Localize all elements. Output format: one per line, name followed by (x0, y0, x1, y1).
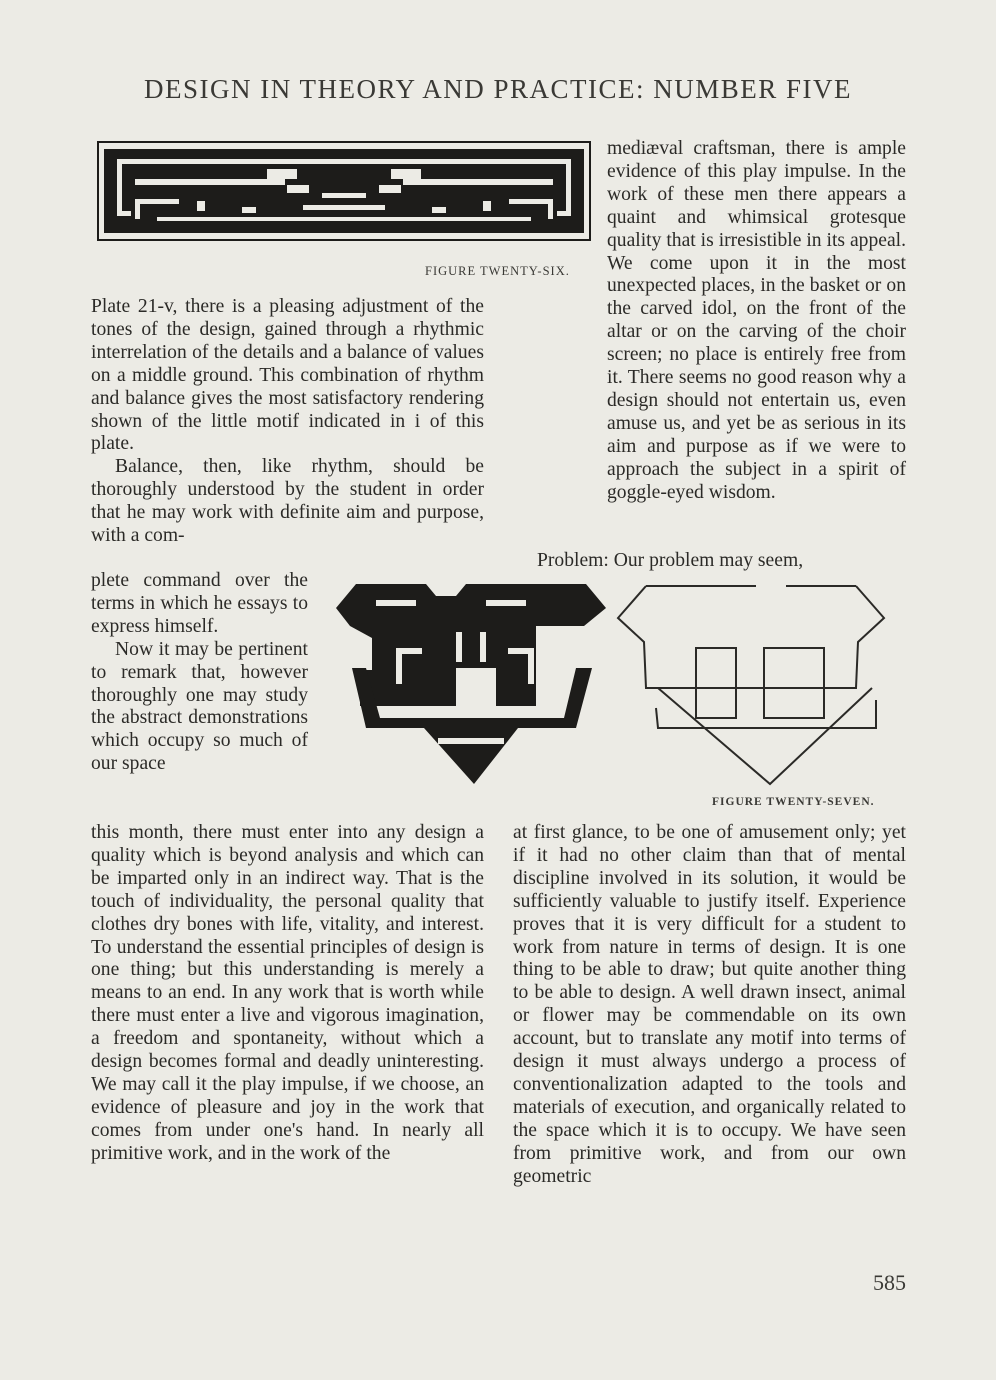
left-wrap-text (91, 570, 308, 776)
left-paragraph-3a: Now it may be pertinent to remark that, however thoroughly one may study the abstract demonstrations which occupy so much of our space (91, 638, 308, 775)
left-paragraph-2a: Balance, then, like rhythm, should be thoroughly understood by the student in order that he may work with definite aim and purpose, with a com- (91, 456, 484, 547)
figure-twenty-seven-caption: FIGURE TWENTY-SEVEN. (712, 796, 875, 808)
right-top-text: mediæval craftsman, there is ample evidence of this play impulse. In the work of these men there appears a quaint and whimsical grotesque quality that is irresistible in its appeal. We come upon it in the most unexpected places, in the basket or on the carved idol, on the front of the altar or on the carving of the choir screen; no place is entirely free from it. There seems no good reason why a design should not entertain us, even amuse us, and yet be as serious in its aim and purpose as if we were to approach the subject in a spirit of goggle-eyed wisdom. (607, 138, 906, 503)
page-number: 585 (873, 1270, 906, 1295)
left-paragraph-3b: this month, there must enter into any design a quality which is beyond analysis and which can be imparted only in an indirect way. That is the touch of individuality, the personal quality that clothes dry bones with life, vitality, and interest. To understand the essential principles of design is one thing; but this understanding is merely a means to an end. In any work that is worth while there must enter a live and vigorous imagination, a freedom and spontaneity, without which a design becomes formal and deadly uninteresting. We may call it the play impulse, if we choose, an evidence of pleasure and joy in the work that comes from under one's hand. In nearly all primitive work, and in the work of the (91, 822, 484, 1164)
figure-twenty-six-caption: FIGURE TWENTY-SIX. (425, 264, 570, 278)
left-column-lower (91, 822, 484, 1166)
right-column-top (513, 138, 906, 505)
right-column-lower (513, 822, 906, 1189)
left-column-upper (91, 296, 484, 548)
right-lower-text: at first glance, to be one of amusement only; yet if it had no other claim than that of mental discipline involved in its solution, it would be sufficiently valuable to justify itself. Experience proves that it is very difficult for a student to work from nature in terms of design. It is one thing to be able to draw; but quite another thing to be able to design. A well drawn insect, animal or flower may be commendable on its own account, but to translate any motif into terms of design it must always undergo a process of conventionalization adapted to the tools and materials of execution, and organically related to the space which it is to occupy. We have seen from primitive work, and from our own geometric (513, 822, 906, 1187)
left-paragraph-1: Plate 21-v, there is a pleasing adjustment of the tones of the design, gained through a rhythmic interrelation of the details and a balance of values on a middle ground. This combination of rhythm and balance gives the most satisfactory rendering shown of the little motif indicated in i of this plate. (91, 296, 484, 455)
page-header: DESIGN IN THEORY AND PRACTICE: NUMBER FIVE (143, 74, 853, 104)
right-problem-line (513, 550, 906, 573)
left-paragraph-2b: plete command over the terms in which he essays to express himself. (91, 570, 308, 637)
problem-text: Problem: Our problem may seem, (537, 550, 804, 571)
figure-twenty-seven (336, 578, 910, 790)
